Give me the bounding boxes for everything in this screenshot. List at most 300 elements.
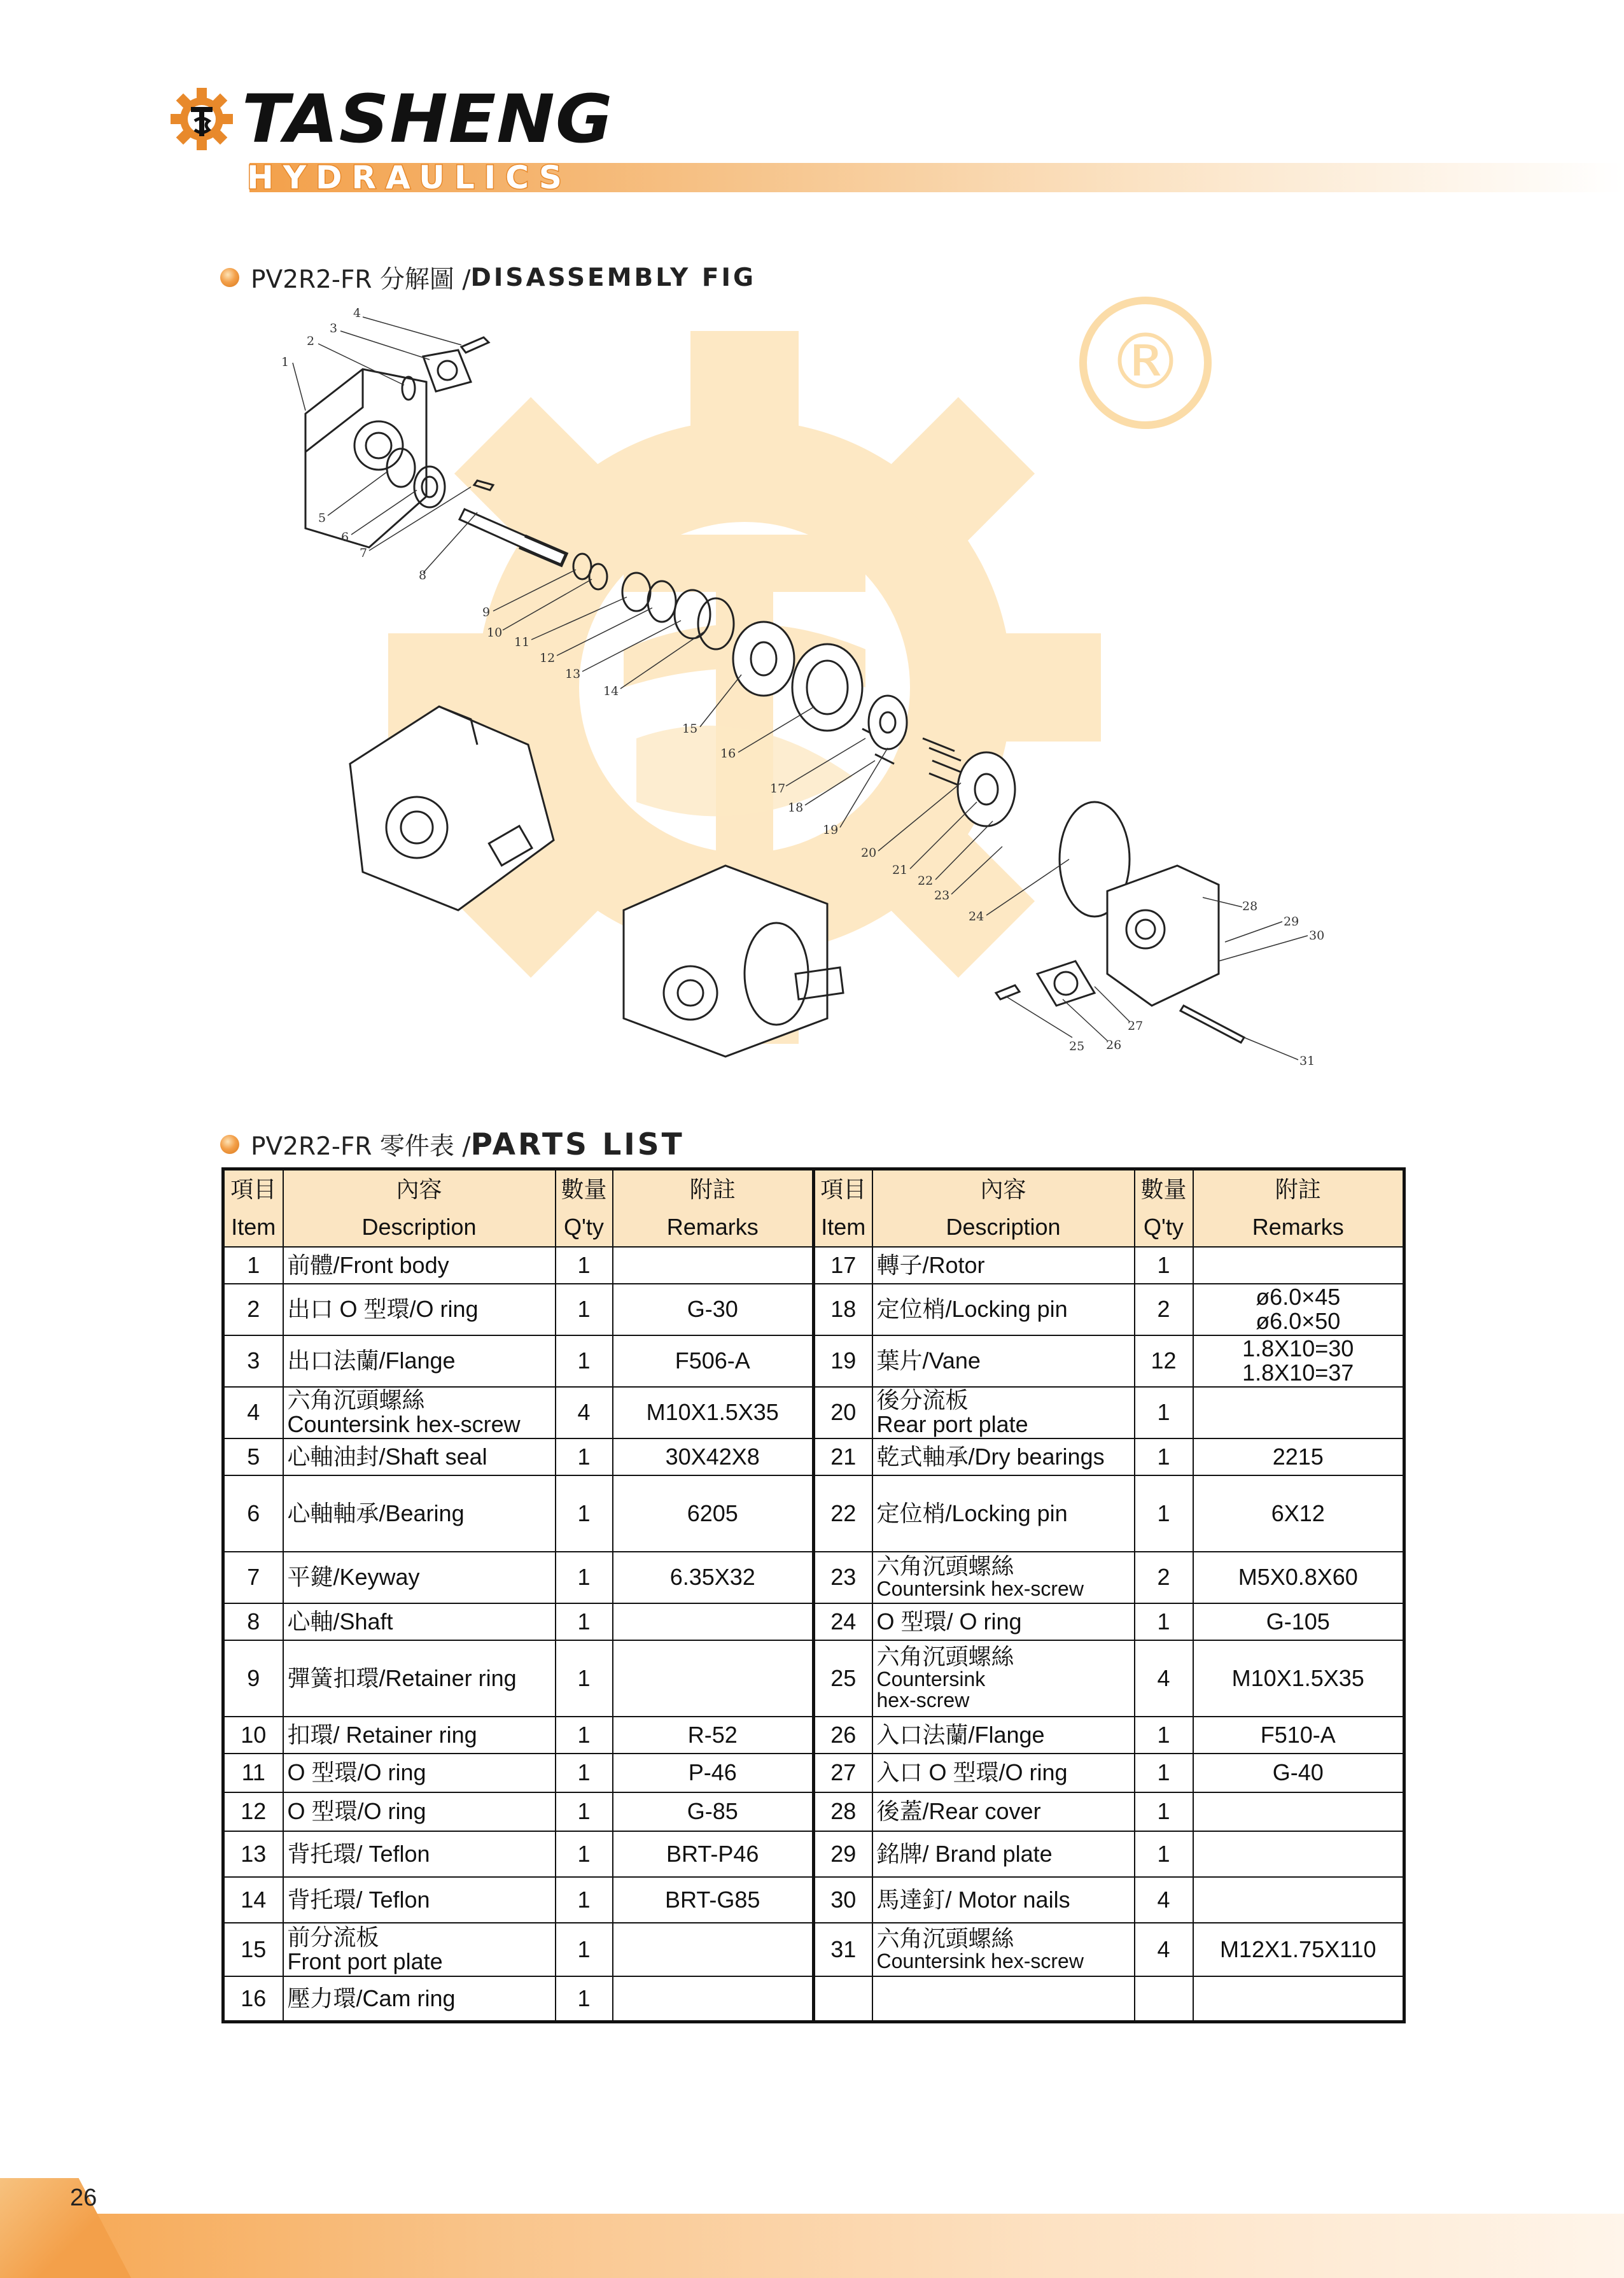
qty-cell (1135, 1552, 1193, 1603)
item-cell (814, 1552, 872, 1603)
description-cell-text: 前體/Front body (287, 1251, 449, 1278)
description-cell-text: 心軸軸承/Bearing (287, 1500, 465, 1526)
item-cell-text: 1 (247, 1251, 260, 1278)
table-row (223, 1877, 1404, 1923)
description-cell (283, 1923, 556, 1976)
brand-logo (167, 80, 689, 199)
item-cell (814, 1923, 872, 1976)
qty-cell-text: 1 (1157, 1443, 1170, 1470)
qty-cell-text: 1 (577, 1840, 591, 1867)
item-cell-text: 4 (247, 1399, 260, 1425)
qty-cell-text: 1 (1157, 1399, 1170, 1425)
table-row (223, 1284, 1404, 1335)
item-cell-text: 5 (247, 1443, 260, 1470)
callout-26: 26 (1106, 1038, 1122, 1052)
description-cell-text: 六角沉頭螺絲 (876, 1925, 1014, 1951)
remarks-cell-text: 6X12 (1271, 1500, 1325, 1526)
remarks-cell (1193, 1335, 1404, 1387)
item-cell (223, 1792, 283, 1831)
rear-port-plate-part (958, 752, 1015, 826)
item-cell (223, 1603, 283, 1640)
callout-10: 10 (487, 626, 503, 640)
remarks-cell-text: F510-A (1260, 1721, 1336, 1748)
header-remarks-en: Remarks (1193, 1208, 1404, 1247)
qty-cell-text: 1 (577, 1798, 591, 1824)
qty-cell (556, 1976, 613, 2022)
description-cell (283, 1877, 556, 1923)
table-row (223, 1923, 1404, 1976)
item-cell-text: 24 (830, 1608, 857, 1635)
flange-part (402, 337, 489, 400)
description-cell-text: 入口 O 型環/O ring (876, 1759, 1068, 1786)
description-cell-text: 心軸/Shaft (287, 1608, 393, 1635)
remarks-cell (1193, 1831, 1404, 1877)
remarks-cell (613, 1976, 814, 2022)
table-row (223, 1831, 1404, 1877)
callout-14: 14 (603, 684, 619, 698)
item-cell (223, 1552, 283, 1603)
item-cell-text: 20 (830, 1399, 857, 1425)
remarks-cell (613, 1877, 814, 1923)
item-cell (223, 1717, 283, 1754)
callout-1: 1 (281, 355, 290, 369)
remarks-cell-text: G-30 (687, 1296, 738, 1323)
footer-band (0, 2214, 1624, 2278)
table-row (223, 1717, 1404, 1754)
qty-cell (556, 1877, 613, 1923)
item-cell (223, 1438, 283, 1475)
item-cell-text: 28 (830, 1798, 857, 1824)
header-desc-cn: 內容 (283, 1169, 556, 1208)
shaft-part (459, 509, 566, 565)
remarks-cell-text: G-40 (1272, 1759, 1324, 1786)
qty-cell-text: 1 (577, 1985, 591, 2011)
remarks-cell (613, 1831, 814, 1877)
item-cell-text: 29 (830, 1840, 857, 1867)
remarks-cell-text: M5X0.8X60 (1238, 1564, 1358, 1591)
qty-cell (556, 1247, 613, 1284)
qty-cell (1135, 1754, 1193, 1792)
description-cell (872, 1831, 1135, 1877)
qty-cell (1135, 1831, 1193, 1877)
description-cell-text: Front port plate (287, 1948, 443, 1974)
remarks-cell-text: M12X1.75X110 (1219, 1936, 1376, 1962)
item-cell (223, 1923, 283, 1976)
description-cell (283, 1831, 556, 1877)
qty-cell-text: 4 (1157, 1936, 1170, 1962)
item-cell-text: 17 (830, 1251, 857, 1278)
item-cell-text: 8 (247, 1608, 260, 1635)
callout-24: 24 (969, 910, 984, 924)
description-cell (283, 1475, 556, 1552)
assembled-pump-center (624, 866, 843, 1057)
description-cell-text: O 型環/O ring (287, 1759, 426, 1786)
table-row (223, 1475, 1404, 1552)
callout-2: 2 (307, 334, 315, 348)
remarks-cell-text: M10X1.5X35 (1231, 1664, 1364, 1691)
item-cell-text: 3 (247, 1347, 260, 1374)
description-cell (872, 1717, 1135, 1754)
description-cell-text: O 型環/O ring (287, 1798, 426, 1825)
remarks-cell (1193, 1438, 1404, 1475)
header-remarks-en: Remarks (613, 1208, 814, 1247)
remarks-cell (613, 1552, 814, 1603)
qty-cell (556, 1335, 613, 1387)
callout-23: 23 (934, 889, 950, 903)
callout-9: 9 (482, 605, 491, 619)
description-cell (872, 1247, 1135, 1284)
table-row (223, 1247, 1404, 1284)
item-cell (814, 1976, 872, 2022)
remarks-cell (613, 1640, 814, 1717)
qty-cell (1135, 1335, 1193, 1387)
description-cell-text: 後蓋/Rear cover (876, 1798, 1041, 1825)
callout-22: 22 (918, 874, 934, 888)
rotor-part (869, 696, 907, 749)
remarks-cell (613, 1792, 814, 1831)
header-qty-en: Q'ty (1135, 1208, 1193, 1247)
description-cell-text: 六角沉頭螺絲 (876, 1553, 1014, 1580)
item-cell-text: 19 (830, 1347, 857, 1374)
description-cell-text: 背托環/ Teflon (287, 1886, 430, 1913)
callout-12: 12 (540, 651, 556, 665)
item-cell (814, 1877, 872, 1923)
description-cell (872, 1438, 1135, 1475)
item-cell (814, 1387, 872, 1438)
description-cell (283, 1792, 556, 1831)
item-cell (223, 1247, 283, 1284)
qty-cell (1135, 1387, 1193, 1438)
item-cell (223, 1335, 283, 1387)
description-cell (872, 1284, 1135, 1335)
item-cell-text: 30 (830, 1886, 857, 1913)
description-cell-text: Countersink hex-screw (876, 1949, 1084, 1972)
front-port-plate-part (733, 622, 794, 696)
item-cell-text: 21 (830, 1443, 857, 1470)
qty-cell (556, 1640, 613, 1717)
cam-ring-part (792, 644, 862, 731)
description-cell-text: O 型環/ O ring (876, 1608, 1022, 1635)
item-cell-text: 9 (247, 1664, 260, 1691)
bullet-icon (220, 268, 239, 287)
description-cell (283, 1335, 556, 1387)
callout-6: 6 (341, 530, 349, 544)
gear-logo-icon (167, 84, 237, 154)
remarks-cell-text: R-52 (687, 1721, 738, 1748)
parts-heading (220, 1127, 685, 1162)
callout-25: 25 (1069, 1039, 1085, 1053)
item-cell (814, 1284, 872, 1335)
header-qty-cn: 數量 (556, 1169, 613, 1208)
remarks-cell (613, 1754, 814, 1792)
table-row (223, 1387, 1404, 1438)
callout-15: 15 (682, 722, 698, 736)
header-item-cn: 項目 (223, 1169, 283, 1208)
description-cell (872, 1603, 1135, 1640)
item-cell (223, 1831, 283, 1877)
disassembly-heading (220, 260, 756, 295)
disassembly-heading-prefix: PV2R2-FR 分解圖 / (251, 265, 471, 294)
description-cell-text: Rear port plate (876, 1411, 1028, 1437)
item-cell-text: 11 (241, 1759, 265, 1785)
qty-cell (556, 1754, 613, 1792)
rear-cover-part (1107, 866, 1219, 1006)
remarks-cell (1193, 1284, 1404, 1335)
remarks-cell (613, 1717, 814, 1754)
qty-cell (556, 1792, 613, 1831)
description-cell-text: Countersink hex-screw (876, 1577, 1084, 1601)
qty-cell (556, 1603, 613, 1640)
item-cell-text: 15 (241, 1936, 267, 1962)
table-row (223, 1335, 1404, 1387)
remarks-cell-text: BRT-P46 (666, 1840, 759, 1867)
header-qty-cn: 數量 (1135, 1169, 1193, 1208)
item-cell (814, 1603, 872, 1640)
description-cell-text: 馬達釘/ Motor nails (876, 1886, 1070, 1913)
callout-11: 11 (514, 635, 530, 649)
qty-cell (1135, 1640, 1193, 1717)
description-cell (872, 1335, 1135, 1387)
description-cell-text: 後分流板 (876, 1387, 969, 1414)
bullet-icon (220, 1135, 239, 1154)
qty-cell (1135, 1247, 1193, 1284)
remarks-cell (1193, 1247, 1404, 1284)
qty-cell-text: 4 (577, 1399, 591, 1425)
qty-cell (556, 1475, 613, 1552)
remarks-cell-text: G-105 (1266, 1608, 1330, 1635)
description-cell-text: 轉子/Rotor (876, 1251, 985, 1278)
qty-cell-text: 1 (1157, 1500, 1170, 1526)
description-cell (283, 1284, 556, 1335)
table-row (223, 1438, 1404, 1475)
item-cell (223, 1754, 283, 1792)
table-row (223, 1976, 1404, 2022)
remarks-cell-text: ø6.0×45 (1256, 1284, 1341, 1311)
callout-3: 3 (330, 321, 338, 335)
description-cell-text: 前分流板 (287, 1923, 379, 1950)
qty-cell-text: 1 (577, 1608, 591, 1635)
item-cell (814, 1754, 872, 1792)
remarks-cell (613, 1603, 814, 1640)
remarks-cell-text: G-85 (687, 1798, 738, 1825)
qty-cell (556, 1831, 613, 1877)
item-cell-text: 22 (830, 1500, 857, 1526)
header-desc-cn: 內容 (872, 1169, 1135, 1208)
description-cell-text: 定位梢/Locking pin (876, 1500, 1068, 1526)
description-cell-text: 六角沉頭螺絲 (287, 1387, 425, 1414)
item-cell (223, 1877, 283, 1923)
description-cell (872, 1552, 1135, 1603)
brand-name: TASHENG (242, 80, 613, 158)
qty-cell (556, 1923, 613, 1976)
remarks-cell (1193, 1923, 1404, 1976)
qty-cell-text: 1 (577, 1564, 591, 1590)
remarks-cell-text: 6205 (687, 1500, 738, 1526)
qty-cell (1135, 1284, 1193, 1335)
disassembly-drawing (267, 299, 1381, 1095)
item-cell (814, 1792, 872, 1831)
callout-13: 13 (565, 667, 581, 681)
item-cell (814, 1640, 872, 1717)
description-cell (283, 1247, 556, 1284)
description-cell-text: 定位梢/Locking pin (876, 1296, 1068, 1323)
qty-cell (1135, 1475, 1193, 1552)
qty-cell-text: 1 (577, 1759, 591, 1785)
item-cell (814, 1717, 872, 1754)
callout-19: 19 (823, 823, 839, 837)
description-cell-text: 出口 O 型環/O ring (287, 1296, 479, 1323)
qty-cell (556, 1717, 613, 1754)
description-cell (283, 1387, 556, 1438)
qty-cell-text: 1 (577, 1443, 591, 1470)
description-cell-text: hex-screw (876, 1689, 970, 1712)
callout-7: 7 (360, 546, 368, 560)
qty-cell-text: 4 (1157, 1664, 1170, 1691)
remarks-cell-text: 6.35X32 (669, 1564, 755, 1591)
callout-5: 5 (318, 511, 326, 525)
svg-text:®: ® (1107, 318, 1184, 407)
item-cell-text: 27 (830, 1759, 857, 1785)
remarks-cell (613, 1387, 814, 1438)
remarks-cell (1193, 1754, 1404, 1792)
remarks-cell (613, 1923, 814, 1976)
remarks-cell-text: M10X1.5X35 (646, 1399, 779, 1426)
qty-cell (556, 1284, 613, 1335)
item-cell (223, 1284, 283, 1335)
parts-heading-bold: PARTS LIST (470, 1127, 685, 1162)
item-cell-text: 12 (241, 1798, 267, 1824)
remarks-cell (613, 1475, 814, 1552)
description-cell (872, 1475, 1135, 1552)
callout-29: 29 (1284, 915, 1299, 929)
qty-cell (556, 1387, 613, 1438)
remarks-cell (1193, 1387, 1404, 1438)
remarks-cell (1193, 1603, 1404, 1640)
callout-30: 30 (1309, 929, 1325, 943)
remarks-cell (1193, 1717, 1404, 1754)
description-cell-text: Countersink (876, 1667, 986, 1691)
description-cell (283, 1438, 556, 1475)
qty-cell-text: 1 (1157, 1798, 1170, 1824)
description-cell-text: 乾式軸承/Dry bearings (876, 1443, 1105, 1470)
header-item-en: Item (223, 1208, 283, 1247)
qty-cell-text: 12 (1151, 1347, 1177, 1374)
remarks-cell (1193, 1475, 1404, 1552)
disassembly-heading-bold: DISASSEMBLY FIG (470, 263, 756, 292)
remarks-cell-text: 1.8X10=30 (1242, 1335, 1354, 1362)
header-item-cn: 項目 (814, 1169, 872, 1208)
remarks-cell (1193, 1976, 1404, 2022)
description-cell (283, 1552, 556, 1603)
item-cell-text: 25 (830, 1664, 857, 1691)
qty-cell-text: 1 (1157, 1759, 1170, 1785)
callout-18: 18 (788, 801, 804, 815)
description-cell-text: 心軸油封/Shaft seal (287, 1443, 487, 1470)
qty-cell-text: 1 (577, 1664, 591, 1691)
item-cell-text: 16 (241, 1985, 267, 2011)
item-cell-text: 2 (247, 1296, 260, 1322)
item-cell (814, 1831, 872, 1877)
item-cell-text: 13 (241, 1840, 267, 1867)
parts-table (221, 1167, 1406, 2023)
item-cell-text: 10 (241, 1721, 267, 1748)
table-row (223, 1640, 1404, 1717)
callout-20: 20 (861, 846, 877, 860)
description-cell (872, 1792, 1135, 1831)
item-cell (814, 1475, 872, 1552)
header-qty-en: Q'ty (556, 1208, 613, 1247)
description-cell-text: 背托環/ Teflon (287, 1840, 430, 1867)
header-desc-en: Description (872, 1208, 1135, 1247)
description-cell (283, 1754, 556, 1792)
item-cell (814, 1438, 872, 1475)
description-cell (872, 1640, 1135, 1717)
description-cell (283, 1717, 556, 1754)
qty-cell (556, 1552, 613, 1603)
item-cell (223, 1640, 283, 1717)
item-cell-text: 26 (830, 1721, 857, 1748)
item-cell (223, 1976, 283, 2022)
description-cell-text: 彈簧扣環/Retainer ring (287, 1664, 517, 1691)
item-cell (223, 1387, 283, 1438)
description-cell-text: 入口法蘭/Flange (876, 1721, 1045, 1748)
item-cell (223, 1475, 283, 1552)
qty-cell-text: 1 (577, 1721, 591, 1748)
item-cell-text: 23 (830, 1564, 857, 1590)
remarks-cell-text: BRT-G85 (665, 1886, 760, 1913)
qty-cell-text: 4 (1157, 1886, 1170, 1913)
remarks-cell (613, 1284, 814, 1335)
qty-cell-text: 1 (577, 1347, 591, 1374)
description-cell (872, 1923, 1135, 1976)
remarks-cell-text: 2215 (1272, 1443, 1324, 1470)
remarks-cell (1193, 1640, 1404, 1717)
remarks-cell-text: F506-A (675, 1347, 750, 1374)
description-cell (872, 1387, 1135, 1438)
qty-cell (1135, 1438, 1193, 1475)
parts-heading-prefix: PV2R2-FR 零件表 / (251, 1132, 471, 1161)
table-row (223, 1792, 1404, 1831)
remarks-cell-text: 30X42X8 (665, 1443, 760, 1470)
assembled-pump-left (350, 707, 554, 910)
qty-cell-text: 1 (1157, 1608, 1170, 1635)
item-cell-text: 14 (241, 1886, 267, 1913)
qty-cell (556, 1438, 613, 1475)
callout-28: 28 (1242, 899, 1258, 913)
remarks-cell (1193, 1792, 1404, 1831)
callout-16: 16 (720, 747, 736, 761)
description-cell-text: 扣環/ Retainer ring (287, 1721, 477, 1748)
description-cell (872, 1877, 1135, 1923)
description-cell (283, 1603, 556, 1640)
qty-cell-text: 1 (1157, 1840, 1170, 1867)
parts-table-header (223, 1169, 1404, 1247)
remarks-cell (1193, 1552, 1404, 1603)
description-cell-text: 銘牌/ Brand plate (876, 1840, 1053, 1867)
brand-subtitle: HYDRAULICS (247, 159, 571, 196)
table-row (223, 1754, 1404, 1792)
qty-cell-text: 1 (577, 1936, 591, 1962)
header-remarks-cn: 附註 (1193, 1169, 1404, 1208)
table-row (223, 1603, 1404, 1640)
description-cell (283, 1976, 556, 2022)
qty-cell (1135, 1877, 1193, 1923)
remarks-cell (1193, 1877, 1404, 1923)
description-cell-text: 平鍵/Keyway (287, 1564, 420, 1591)
remarks-cell-text: ø6.0×50 (1256, 1308, 1341, 1334)
description-cell-text: 葉片/Vane (876, 1347, 981, 1374)
qty-cell-text: 1 (577, 1251, 591, 1278)
